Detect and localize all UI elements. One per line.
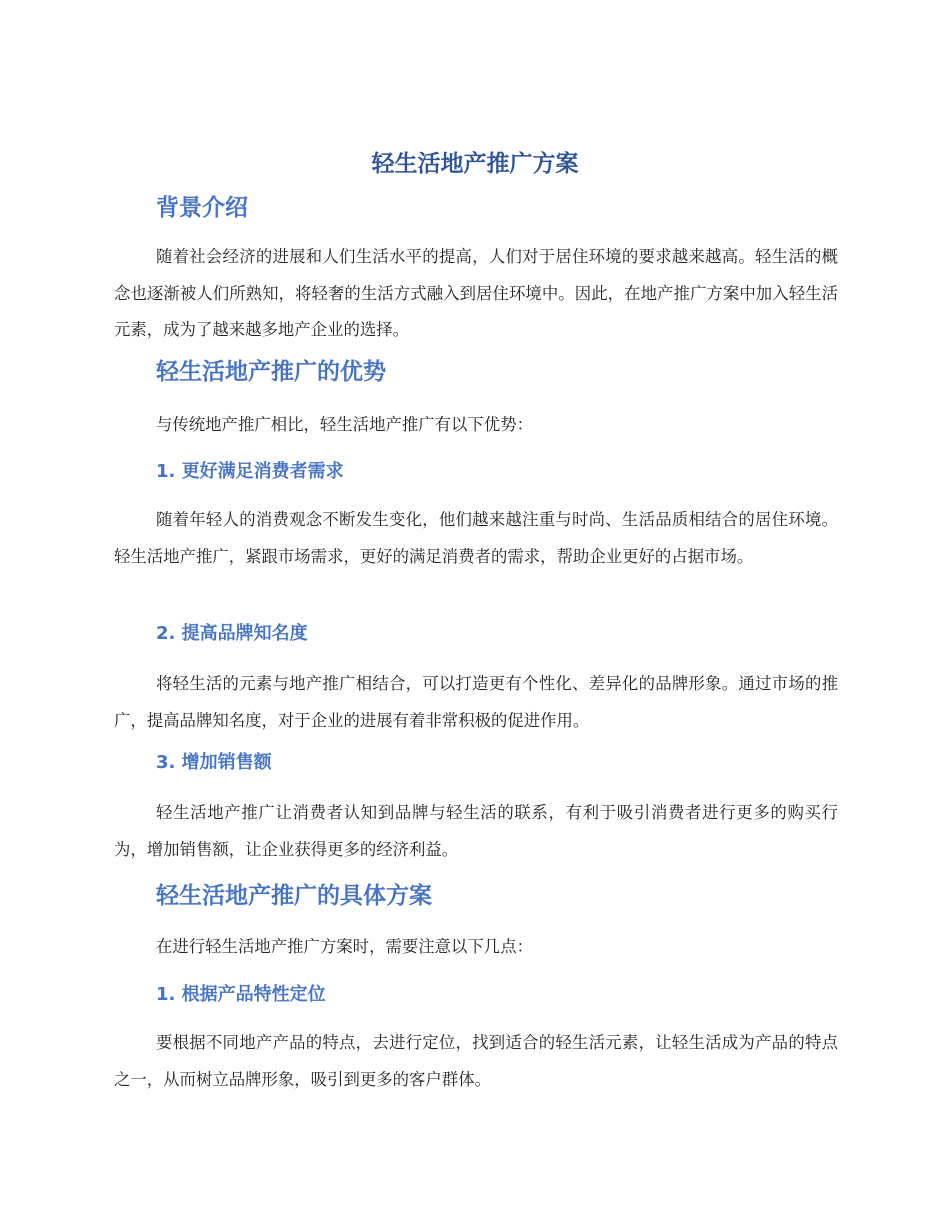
subheading-brand-awareness: 2. 提高品牌知名度 [156,623,308,644]
paragraph-advantages-intro: 与传统地产推广相比，轻生活地产推广有以下优势： [156,415,533,434]
section-heading-background: 背景介绍 [156,195,248,221]
paragraph-brand-awareness: 将轻生活的元素与地产推广相结合，可以打造更有个性化、差异化的品牌形象。通过市场的推广，提高品牌知名度，对于企业的进展有着非常积极的促进作用。 [114,674,838,730]
section-heading-specific-plan: 轻生活地产推广的具体方案 [156,883,432,909]
subheading-positioning: 1. 根据产品特性定位 [156,984,326,1005]
paragraph-meet-demand: 随着年轻人的消费观念不断发生变化，他们越来越注重与时尚、生活品质相结合的居住环境。轻生活地产推广，紧跟市场需求，更好的满足消费者的需求，帮助企业更好的占据市场。 [114,510,838,566]
paragraph-background: 随着社会经济的进展和人们生活水平的提高，人们对于居住环境的要求越来越高。轻生活的概念也逐渐被人们所熟知，将轻奢的生活方式融入到居住环境中。因此，在地产推广方案中加入轻生活元素，成为了越来越多地产企业的选择。 [114,247,838,339]
paragraph-positioning: 要根据不同地产产品的特点，去进行定位，找到适合的轻生活元素，让轻生活成为产品的特点之一，从而树立品牌形象，吸引到更多的客户群体。 [114,1033,838,1089]
paragraph-plan-intro: 在进行轻生活地产推广方案时，需要注意以下几点： [156,937,533,956]
document-title: 轻生活地产推广方案 [371,151,579,177]
section-heading-advantages: 轻生活地产推广的优势 [156,359,386,385]
subheading-increase-sales: 3. 增加销售额 [156,752,272,773]
paragraph-increase-sales: 轻生活地产推广让消费者认知到品牌与轻生活的联系，有利于吸引消费者进行更多的购买行为，增加销售额，让企业获得更多的经济利益。 [114,803,838,859]
subheading-meet-demand: 1. 更好满足消费者需求 [156,461,344,482]
